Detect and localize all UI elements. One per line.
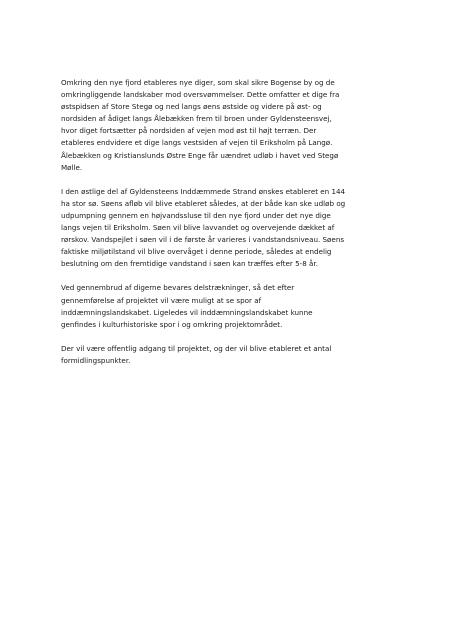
paragraph-landscape-traces (61, 282, 391, 330)
text-line: langs vejen til Eriksholm. Søen vil blive lavvandet og overvejende dækket af (61, 223, 335, 233)
text-line: faktiske miljøtilstand vil blive overvåget i denne periode, således at endelig (61, 247, 332, 257)
text-line: formidlingspunkter. (61, 355, 131, 365)
text-line: omkringliggende landskaber mod oversvømmelser. Dette omfatter et dige fra (61, 90, 340, 100)
text-line: etableres endvidere et dige langs vestsiden af vejen til Eriksholm på Langø. (61, 138, 333, 148)
text-line: rørskov. Vandspejlet i søen vil i de første år varieres i vandstandsniveau. Søens (61, 235, 345, 245)
document-body (61, 77, 391, 379)
text-line: Ved gennembrud af digerne bevares delstrækninger, så det efter (61, 283, 295, 293)
text-line: hvor diget fortsætter på nordsiden af vejen mod øst til højt terræn. Der (61, 126, 317, 136)
text-line: beslutning om den fremtidige vandstand i søen kan træffes efter 5-8 år. (61, 259, 318, 269)
paragraph-public-access (61, 343, 391, 367)
text-line: Omkring den nye fjord etableres nye diger, som skal sikre Bogense by og de (61, 78, 335, 87)
text-line: Mølle. (61, 162, 83, 172)
text-line: gennemførelse af projektet vil være muligt at se spor af (61, 295, 262, 305)
text-line: Der vil være offentlig adgang til projektet, og der vil blive etableret et antal (61, 343, 332, 353)
text-line: ha stor sø. Søens afløb vil blive etableret således, at der både kan ske udløb og (61, 198, 346, 208)
text-line: østspidsen af Store Stegø og ned langs øens østside og videre på øst- og (61, 102, 322, 112)
text-line: genfindes i kulturhistoriske spor i og omkring projektområdet. (61, 319, 283, 329)
text-line: nordsiden af ådiget langs Ålebækken frem til broen under Gyldensteensvej, (61, 114, 332, 124)
paragraph-new-dikes (61, 77, 391, 174)
text-line: inddæmningslandskabet. Ligeledes vil inddæmningslandskabet kunne (61, 307, 313, 317)
text-line: udpumpning gennem en højvandssluse til den nye fjord under det nye dige (61, 210, 331, 220)
text-line: Ålebækken og Kristianslunds Østre Enge får uændret udløb i havet ved Stegø (61, 150, 339, 160)
paragraph-lake (61, 186, 391, 271)
text-line: I den østlige del af Gyldensteens Inddæmmede Strand ønskes etableret en 144 (61, 186, 346, 196)
